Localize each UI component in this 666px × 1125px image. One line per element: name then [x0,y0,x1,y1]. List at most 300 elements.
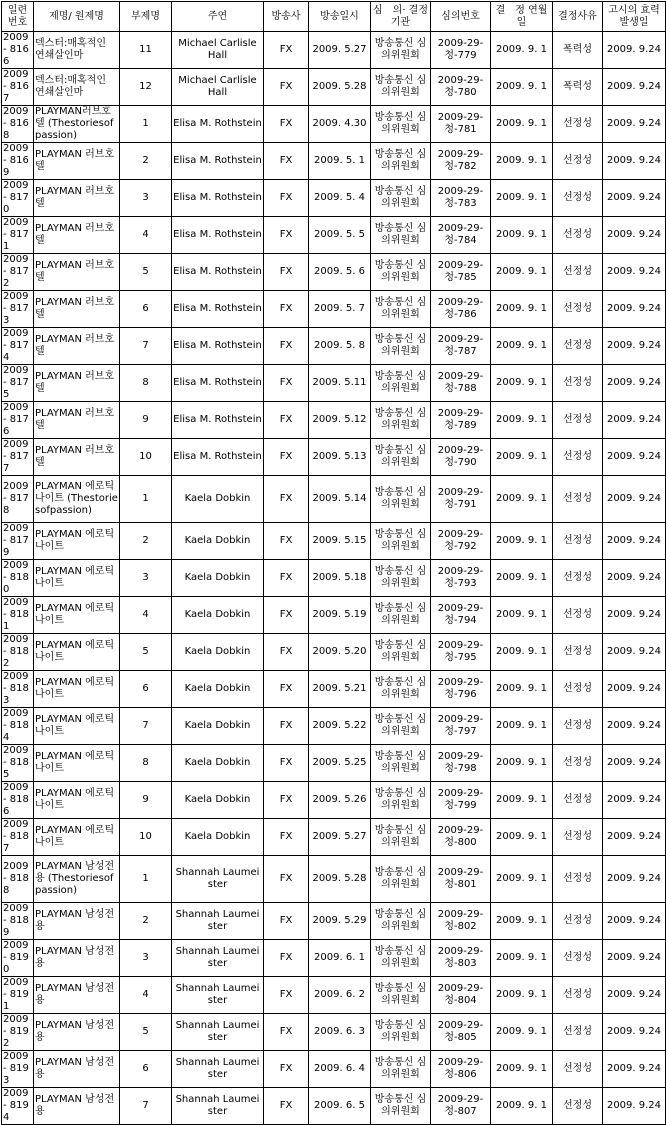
table-row [2,977,666,1014]
air-date-cell: 2009. 4.30 [309,106,371,143]
header-decision-reason: 결정사유 [553,2,603,32]
review-number-cell: 2009-29- 청-787 [431,328,491,365]
review-number-cell: 2009-29- 청-781 [431,106,491,143]
decision-date-cell: 2009. 9. 1 [491,143,553,180]
subtitle-cell: 4 [120,217,172,254]
header-effective-date: 고시의 효력발생일 [603,2,666,32]
serial-number-cell: 2009- 8191 [2,977,34,1014]
table-row [2,597,666,634]
effective-date-cell: 2009. 9.24 [603,560,666,597]
broadcaster-cell: FX [264,365,309,402]
table-row [2,560,666,597]
cast-cell: Michael Carlisle Hall [172,69,264,106]
broadcaster-cell: FX [264,903,309,940]
cast-cell: Kaela Dobkin [172,523,264,560]
broadcaster-cell: FX [264,143,309,180]
header-air-date: 방송일시 [309,2,371,32]
review-number-cell: 2009-29- 청-788 [431,365,491,402]
subtitle-cell: 5 [120,634,172,671]
broadcaster-cell: FX [264,32,309,69]
review-body-cell: 방송통신 심의위원회 [371,439,431,476]
decision-reason-cell: 선정성 [553,439,603,476]
serial-number-cell: 2009- 8181 [2,597,34,634]
air-date-cell: 2009. 5. 8 [309,328,371,365]
review-body-cell: 방송통신 심의위원회 [371,476,431,523]
decision-reason-cell: 선정성 [553,597,603,634]
broadcaster-cell: FX [264,977,309,1014]
broadcaster-cell: FX [264,476,309,523]
subtitle-cell: 9 [120,782,172,819]
decision-date-cell: 2009. 9. 1 [491,819,553,856]
cast-cell: Kaela Dobkin [172,708,264,745]
subtitle-cell: 3 [120,180,172,217]
broadcaster-cell: FX [264,597,309,634]
decision-date-cell: 2009. 9. 1 [491,745,553,782]
decision-reason-cell: 폭력성 [553,69,603,106]
header-row [2,2,666,32]
title-cell: PLAYMAN 에로틱나이트 [34,560,120,597]
serial-number-cell: 2009- 8186 [2,782,34,819]
air-date-cell: 2009. 5.20 [309,634,371,671]
serial-number-cell: 2009- 8184 [2,708,34,745]
review-number-cell: 2009-29- 청-805 [431,1014,491,1051]
subtitle-cell: 4 [120,597,172,634]
table-row [2,143,666,180]
cast-cell: Kaela Dobkin [172,597,264,634]
table-row [2,402,666,439]
subtitle-cell: 9 [120,402,172,439]
air-date-cell: 2009. 5.13 [309,439,371,476]
review-number-cell: 2009-29- 청-784 [431,217,491,254]
decision-reason-cell: 선정성 [553,180,603,217]
review-body-cell: 방송통신 심의위원회 [371,560,431,597]
review-number-cell: 2009-29- 청-791 [431,476,491,523]
title-cell: PLAYMAN 에로틱나이트 [34,597,120,634]
table-row [2,439,666,476]
review-body-cell: 방송통신 심의위원회 [371,782,431,819]
decision-date-cell: 2009. 9. 1 [491,856,553,903]
broadcaster-cell: FX [264,671,309,708]
table-row [2,365,666,402]
effective-date-cell: 2009. 9.24 [603,439,666,476]
title-cell: PLAYMAN 러브호텔 [34,180,120,217]
cast-cell: Shannah Laumeister [172,1088,264,1125]
review-number-cell: 2009-29- 청-804 [431,977,491,1014]
title-cell: PLAYMAN 남성전용 [34,1051,120,1088]
effective-date-cell: 2009. 9.24 [603,106,666,143]
air-date-cell: 2009. 6. 5 [309,1088,371,1125]
header-review-number: 심의번호 [431,2,491,32]
effective-date-cell: 2009. 9.24 [603,745,666,782]
title-cell: PLAYMAN 에로틱나이트 [34,634,120,671]
review-body-cell: 방송통신 심의위원회 [371,745,431,782]
decision-date-cell: 2009. 9. 1 [491,439,553,476]
effective-date-cell: 2009. 9.24 [603,291,666,328]
review-number-cell: 2009-29- 청-789 [431,402,491,439]
decision-date-cell: 2009. 9. 1 [491,560,553,597]
serial-number-cell: 2009- 8167 [2,69,34,106]
air-date-cell: 2009. 5. 1 [309,143,371,180]
review-body-cell: 방송통신 심의위원회 [371,940,431,977]
title-cell: PLAYMAN 남성전용 [34,977,120,1014]
decision-reason-cell: 선정성 [553,782,603,819]
air-date-cell: 2009. 5. 7 [309,291,371,328]
review-body-cell: 방송통신 심의위원회 [371,977,431,1014]
subtitle-cell: 11 [120,32,172,69]
broadcaster-cell: FX [264,940,309,977]
decision-date-cell: 2009. 9. 1 [491,402,553,439]
decision-reason-cell: 선정성 [553,708,603,745]
decision-reason-cell: 선정성 [553,523,603,560]
review-body-cell: 방송통신 심의위원회 [371,1088,431,1125]
review-number-cell: 2009-29- 청-790 [431,439,491,476]
serial-number-cell: 2009- 8169 [2,143,34,180]
title-cell: PLAYMAN 에로틱나이트 [34,671,120,708]
decision-reason-cell: 선정성 [553,977,603,1014]
review-number-cell: 2009-29- 청-797 [431,708,491,745]
table-row [2,180,666,217]
table-row [2,32,666,69]
decision-reason-cell: 선정성 [553,254,603,291]
air-date-cell: 2009. 6. 4 [309,1051,371,1088]
table-row [2,254,666,291]
cast-cell: Elisa M. Rothstein [172,402,264,439]
air-date-cell: 2009. 5.26 [309,782,371,819]
header-subtitle: 부제명 [120,2,172,32]
header-review-body: 심 의· 결정기관 [371,2,431,32]
title-cell: PLAYMAN 에로틱나이트 [34,819,120,856]
air-date-cell: 2009. 5.21 [309,671,371,708]
title-cell: PLAYMAN 남성전용 [34,903,120,940]
subtitle-cell: 2 [120,143,172,180]
effective-date-cell: 2009. 9.24 [603,977,666,1014]
cast-cell: Elisa M. Rothstein [172,328,264,365]
air-date-cell: 2009. 5.29 [309,903,371,940]
cast-cell: Shannah Laumeister [172,1051,264,1088]
serial-number-cell: 2009- 8188 [2,856,34,903]
cast-cell: Kaela Dobkin [172,634,264,671]
title-cell: 덱스터:매혹적인 연쇄살인마 [34,32,120,69]
broadcaster-cell: FX [264,819,309,856]
header-decision-date: 결 정 연월일 [491,2,553,32]
serial-number-cell: 2009- 8189 [2,903,34,940]
review-body-cell: 방송통신 심의위원회 [371,106,431,143]
review-body-cell: 방송통신 심의위원회 [371,254,431,291]
title-cell: PLAYMAN 러브호텔 [34,254,120,291]
cast-cell: Elisa M. Rothstein [172,365,264,402]
decision-reason-cell: 선정성 [553,903,603,940]
decision-date-cell: 2009. 9. 1 [491,708,553,745]
air-date-cell: 2009. 5. 4 [309,180,371,217]
air-date-cell: 2009. 5.11 [309,365,371,402]
air-date-cell: 2009. 5.28 [309,69,371,106]
table-body [2,32,666,1125]
serial-number-cell: 2009- 8173 [2,291,34,328]
decision-date-cell: 2009. 9. 1 [491,106,553,143]
broadcaster-cell: FX [264,782,309,819]
subtitle-cell: 7 [120,708,172,745]
serial-number-cell: 2009- 8190 [2,940,34,977]
decision-date-cell: 2009. 9. 1 [491,903,553,940]
table-row [2,106,666,143]
review-number-cell: 2009-29- 청-794 [431,597,491,634]
serial-number-cell: 2009- 8185 [2,745,34,782]
subtitle-cell: 1 [120,856,172,903]
review-body-cell: 방송통신 심의위원회 [371,180,431,217]
title-cell: PLAYMAN 러브호텔 [34,143,120,180]
decision-date-cell: 2009. 9. 1 [491,977,553,1014]
cast-cell: Kaela Dobkin [172,782,264,819]
subtitle-cell: 1 [120,476,172,523]
table-row [2,634,666,671]
decision-reason-cell: 선정성 [553,217,603,254]
review-body-cell: 방송통신 심의위원회 [371,634,431,671]
effective-date-cell: 2009. 9.24 [603,940,666,977]
cast-cell: Elisa M. Rothstein [172,439,264,476]
title-cell: PLAYMAN 러브호텔 [34,217,120,254]
review-number-cell: 2009-29- 청-792 [431,523,491,560]
decision-date-cell: 2009. 9. 1 [491,476,553,523]
review-number-cell: 2009-29- 청-782 [431,143,491,180]
serial-number-cell: 2009- 8178 [2,476,34,523]
review-body-cell: 방송통신 심의위원회 [371,365,431,402]
cast-cell: Elisa M. Rothstein [172,254,264,291]
review-number-cell: 2009-29- 청-779 [431,32,491,69]
subtitle-cell: 5 [120,1014,172,1051]
review-body-cell: 방송통신 심의위원회 [371,903,431,940]
serial-number-cell: 2009- 8183 [2,671,34,708]
air-date-cell: 2009. 5.15 [309,523,371,560]
effective-date-cell: 2009. 9.24 [603,143,666,180]
decision-reason-cell: 선정성 [553,745,603,782]
serial-number-cell: 2009- 8175 [2,365,34,402]
decision-date-cell: 2009. 9. 1 [491,69,553,106]
review-body-cell: 방송통신 심의위원회 [371,291,431,328]
cast-cell: Elisa M. Rothstein [172,217,264,254]
air-date-cell: 2009. 5.12 [309,402,371,439]
decision-reason-cell: 선정성 [553,106,603,143]
decision-date-cell: 2009. 9. 1 [491,940,553,977]
air-date-cell: 2009. 5. 5 [309,217,371,254]
table-row [2,856,666,903]
review-body-cell: 방송통신 심의위원회 [371,523,431,560]
cast-cell: Kaela Dobkin [172,671,264,708]
serial-number-cell: 2009- 8187 [2,819,34,856]
title-cell: 덱스터:매혹적인 연쇄살인마 [34,69,120,106]
effective-date-cell: 2009. 9.24 [603,708,666,745]
table-row [2,903,666,940]
broadcaster-cell: FX [264,328,309,365]
review-body-cell: 방송통신 심의위원회 [371,69,431,106]
subtitle-cell: 5 [120,254,172,291]
effective-date-cell: 2009. 9.24 [603,69,666,106]
effective-date-cell: 2009. 9.24 [603,32,666,69]
title-cell: PLAYMAN 에로틱나이트 (Thestoriesofpassion) [34,476,120,523]
table-row [2,1088,666,1125]
broadcaster-cell: FX [264,254,309,291]
air-date-cell: 2009. 6. 2 [309,977,371,1014]
title-cell: PLAYMAN 에로틱나이트 [34,523,120,560]
cast-cell: Shannah Laumeister [172,977,264,1014]
decision-date-cell: 2009. 9. 1 [491,782,553,819]
table-row [2,217,666,254]
subtitle-cell: 7 [120,328,172,365]
table-row [2,328,666,365]
air-date-cell: 2009. 5.27 [309,32,371,69]
subtitle-cell: 12 [120,69,172,106]
cast-cell: Kaela Dobkin [172,476,264,523]
title-cell: PLAYMAN 에로틱나이트 [34,745,120,782]
air-date-cell: 2009. 5.27 [309,819,371,856]
subtitle-cell: 7 [120,1088,172,1125]
review-body-cell: 방송통신 심의위원회 [371,597,431,634]
review-body-cell: 방송통신 심의위원회 [371,819,431,856]
review-number-cell: 2009-29- 청-799 [431,782,491,819]
decision-date-cell: 2009. 9. 1 [491,1051,553,1088]
subtitle-cell: 8 [120,745,172,782]
air-date-cell: 2009. 6. 3 [309,1014,371,1051]
serial-number-cell: 2009- 8171 [2,217,34,254]
table-row [2,819,666,856]
decision-reason-cell: 선정성 [553,856,603,903]
effective-date-cell: 2009. 9.24 [603,856,666,903]
broadcaster-cell: FX [264,708,309,745]
table-row [2,69,666,106]
serial-number-cell: 2009- 8182 [2,634,34,671]
title-cell: PLAYMAN러브호텔 (Thestoriesofpassion) [34,106,120,143]
air-date-cell: 2009. 5.14 [309,476,371,523]
title-cell: PLAYMAN 남성전용 (Thestoriesofpassion) [34,856,120,903]
serial-number-cell: 2009- 8176 [2,402,34,439]
decision-date-cell: 2009. 9. 1 [491,365,553,402]
effective-date-cell: 2009. 9.24 [603,1014,666,1051]
review-number-cell: 2009-29- 청-793 [431,560,491,597]
subtitle-cell: 6 [120,671,172,708]
table-row [2,671,666,708]
broadcaster-cell: FX [264,217,309,254]
serial-number-cell: 2009- 8192 [2,1014,34,1051]
title-cell: PLAYMAN 남성전용 [34,940,120,977]
effective-date-cell: 2009. 9.24 [603,1051,666,1088]
broadcaster-cell: FX [264,439,309,476]
serial-number-cell: 2009- 8180 [2,560,34,597]
review-number-cell: 2009-29- 청-796 [431,671,491,708]
decision-reason-cell: 선정성 [553,671,603,708]
effective-date-cell: 2009. 9.24 [603,365,666,402]
effective-date-cell: 2009. 9.24 [603,819,666,856]
broadcaster-cell: FX [264,1014,309,1051]
decision-date-cell: 2009. 9. 1 [491,180,553,217]
table-row [2,1014,666,1051]
cast-cell: Elisa M. Rothstein [172,291,264,328]
decision-reason-cell: 선정성 [553,634,603,671]
table-row [2,745,666,782]
broadcaster-cell: FX [264,523,309,560]
effective-date-cell: 2009. 9.24 [603,634,666,671]
review-body-cell: 방송통신 심의위원회 [371,143,431,180]
serial-number-cell: 2009- 8172 [2,254,34,291]
review-number-cell: 2009-29- 청-806 [431,1051,491,1088]
cast-cell: Elisa M. Rothstein [172,143,264,180]
decision-reason-cell: 선정성 [553,365,603,402]
table-row [2,708,666,745]
review-body-cell: 방송통신 심의위원회 [371,671,431,708]
effective-date-cell: 2009. 9.24 [603,1088,666,1125]
air-date-cell: 2009. 6. 1 [309,940,371,977]
table-row [2,291,666,328]
review-body-cell: 방송통신 심의위원회 [371,1051,431,1088]
subtitle-cell: 6 [120,291,172,328]
review-number-cell: 2009-29- 청-795 [431,634,491,671]
effective-date-cell: 2009. 9.24 [603,328,666,365]
subtitle-cell: 6 [120,1051,172,1088]
broadcaster-cell: FX [264,634,309,671]
decision-reason-cell: 폭력성 [553,32,603,69]
review-body-cell: 방송통신 심의위원회 [371,402,431,439]
decision-date-cell: 2009. 9. 1 [491,634,553,671]
decision-reason-cell: 선정성 [553,1014,603,1051]
review-body-cell: 방송통신 심의위원회 [371,32,431,69]
review-number-cell: 2009-29- 청-798 [431,745,491,782]
effective-date-cell: 2009. 9.24 [603,254,666,291]
review-number-cell: 2009-29- 청-783 [431,180,491,217]
decision-reason-cell: 선정성 [553,1088,603,1125]
broadcaster-cell: FX [264,402,309,439]
air-date-cell: 2009. 5. 6 [309,254,371,291]
subtitle-cell: 4 [120,977,172,1014]
broadcaster-cell: FX [264,560,309,597]
review-body-cell: 방송통신 심의위원회 [371,708,431,745]
decision-date-cell: 2009. 9. 1 [491,291,553,328]
decision-date-cell: 2009. 9. 1 [491,671,553,708]
title-cell: PLAYMAN 남성전용 [34,1088,120,1125]
review-body-cell: 방송통신 심의위원회 [371,217,431,254]
review-number-cell: 2009-29- 청-807 [431,1088,491,1125]
cast-cell: Shannah Laumeister [172,1014,264,1051]
decision-date-cell: 2009. 9. 1 [491,1014,553,1051]
subtitle-cell: 3 [120,560,172,597]
decision-reason-cell: 선정성 [553,143,603,180]
decision-date-cell: 2009. 9. 1 [491,32,553,69]
subtitle-cell: 8 [120,365,172,402]
cast-cell: Elisa M. Rothstein [172,106,264,143]
effective-date-cell: 2009. 9.24 [603,671,666,708]
title-cell: PLAYMAN 러브호텔 [34,291,120,328]
decision-reason-cell: 선정성 [553,291,603,328]
subtitle-cell: 1 [120,106,172,143]
title-cell: PLAYMAN 러브호텔 [34,402,120,439]
serial-number-cell: 2009- 8194 [2,1088,34,1125]
decision-date-cell: 2009. 9. 1 [491,523,553,560]
subtitle-cell: 10 [120,439,172,476]
effective-date-cell: 2009. 9.24 [603,217,666,254]
header-cast: 주연 [172,2,264,32]
effective-date-cell: 2009. 9.24 [603,523,666,560]
decision-reason-cell: 선정성 [553,476,603,523]
subtitle-cell: 2 [120,523,172,560]
review-body-cell: 방송통신 심의위원회 [371,1014,431,1051]
review-number-cell: 2009-29- 청-801 [431,856,491,903]
effective-date-cell: 2009. 9.24 [603,180,666,217]
header-serial-number: 일련 번호 [2,2,34,32]
table-row [2,523,666,560]
decision-date-cell: 2009. 9. 1 [491,328,553,365]
air-date-cell: 2009. 5.18 [309,560,371,597]
review-number-cell: 2009-29- 청-780 [431,69,491,106]
review-number-cell: 2009-29- 청-803 [431,940,491,977]
table-row [2,782,666,819]
air-date-cell: 2009. 5.22 [309,708,371,745]
